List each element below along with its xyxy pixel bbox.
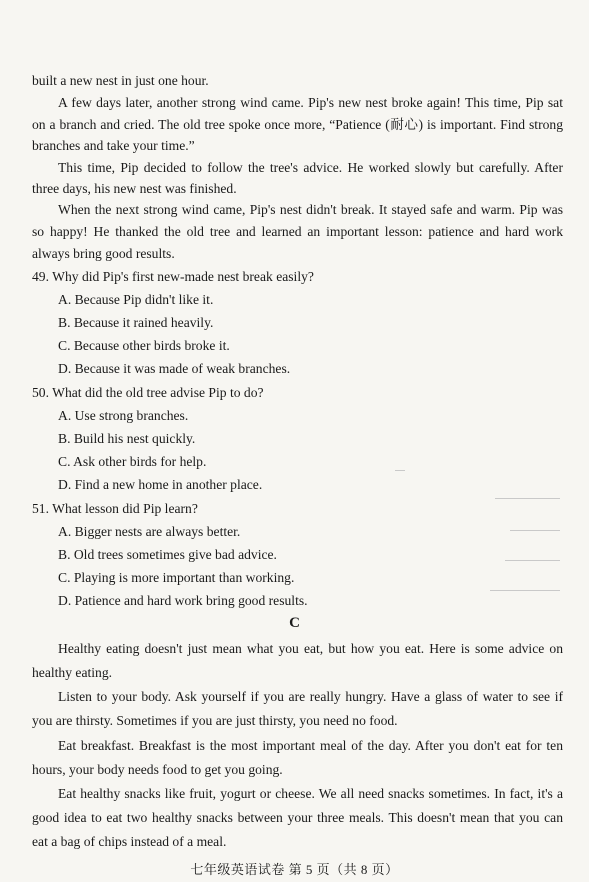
question-stem-50: 50. What did the old tree advise Pip to do? xyxy=(32,385,264,400)
option-51-c[interactable]: C. Playing is more important than working. xyxy=(58,570,295,585)
passage-line: branches and take your time.” xyxy=(32,138,195,153)
scan-speck xyxy=(395,470,405,471)
section-heading: C xyxy=(289,615,300,631)
option-50-a[interactable]: A. Use strong branches. xyxy=(58,408,189,423)
passage-line: so happy! He thanked the old tree and learned an important lesson: patience and hard work xyxy=(32,224,563,239)
option-49-d[interactable]: D. Because it was made of weak branches. xyxy=(58,361,291,376)
question-stem-49: 49. Why did Pip's first new-made nest break easily? xyxy=(32,269,314,284)
passage-line: healthy eating. xyxy=(32,665,113,680)
option-49-b[interactable]: B. Because it rained heavily. xyxy=(58,315,214,330)
passage-line: When the next strong wind came, Pip's nest didn't break. It stayed safe and warm. Pip was xyxy=(58,202,563,217)
passage-line: you are thirsty. Sometimes if you are just thirsty, you need no food. xyxy=(32,713,398,728)
scan-speck xyxy=(490,590,560,591)
passage-line: Healthy eating doesn't just mean what you eat, but how you eat. Here is some advice on xyxy=(58,641,563,656)
passage-line: built a new nest in just one hour. xyxy=(32,73,209,88)
option-51-d[interactable]: D. Patience and hard work bring good results. xyxy=(58,593,308,608)
option-51-a[interactable]: A. Bigger nests are always better. xyxy=(58,524,241,539)
question-stem-51: 51. What lesson did Pip learn? xyxy=(32,501,198,516)
option-51-b[interactable]: B. Old trees sometimes give bad advice. xyxy=(58,547,277,562)
passage-line: Listen to your body. Ask yourself if you are really hungry. Have a glass of water to see if xyxy=(58,689,563,704)
option-50-d[interactable]: D. Find a new home in another place. xyxy=(58,477,263,492)
passage-line: hours, your body needs food to get you going. xyxy=(32,762,283,777)
passage-line: This time, Pip decided to follow the tree's advice. He worked slowly but carefully. After xyxy=(58,160,563,175)
scan-speck xyxy=(510,530,560,531)
scan-speck xyxy=(495,498,560,499)
passage-line: on a branch and cried. The old tree spoke once more, “Patience (耐心) is important. Find strong xyxy=(32,117,563,132)
page-footer: 七年级英语试卷 第 5 页（共 8 页） xyxy=(190,862,399,877)
passage-line: three days, his new nest was finished. xyxy=(32,181,237,196)
passage-line: Eat breakfast. Breakfast is the most important meal of the day. After you don't eat for ten xyxy=(58,738,563,753)
option-50-b[interactable]: B. Build his nest quickly. xyxy=(58,431,196,446)
passage-line: A few days later, another strong wind came. Pip's new nest broke again! This time, Pip sat xyxy=(58,95,563,110)
option-50-c[interactable]: C. Ask other birds for help. xyxy=(58,454,207,469)
passage-line: good idea to eat two healthy snacks between your three meals. This doesn't mean that you can xyxy=(32,810,563,825)
passage-line: eat a bag of chips instead of a meal. xyxy=(32,834,227,849)
passage-line: Eat healthy snacks like fruit, yogurt or cheese. We all need snacks sometimes. In fact, it's a xyxy=(58,786,563,801)
scan-speck xyxy=(505,560,560,561)
option-49-c[interactable]: C. Because other birds broke it. xyxy=(58,338,230,353)
passage-line: always bring good results. xyxy=(32,246,175,261)
option-49-a[interactable]: A. Because Pip didn't like it. xyxy=(58,292,214,307)
